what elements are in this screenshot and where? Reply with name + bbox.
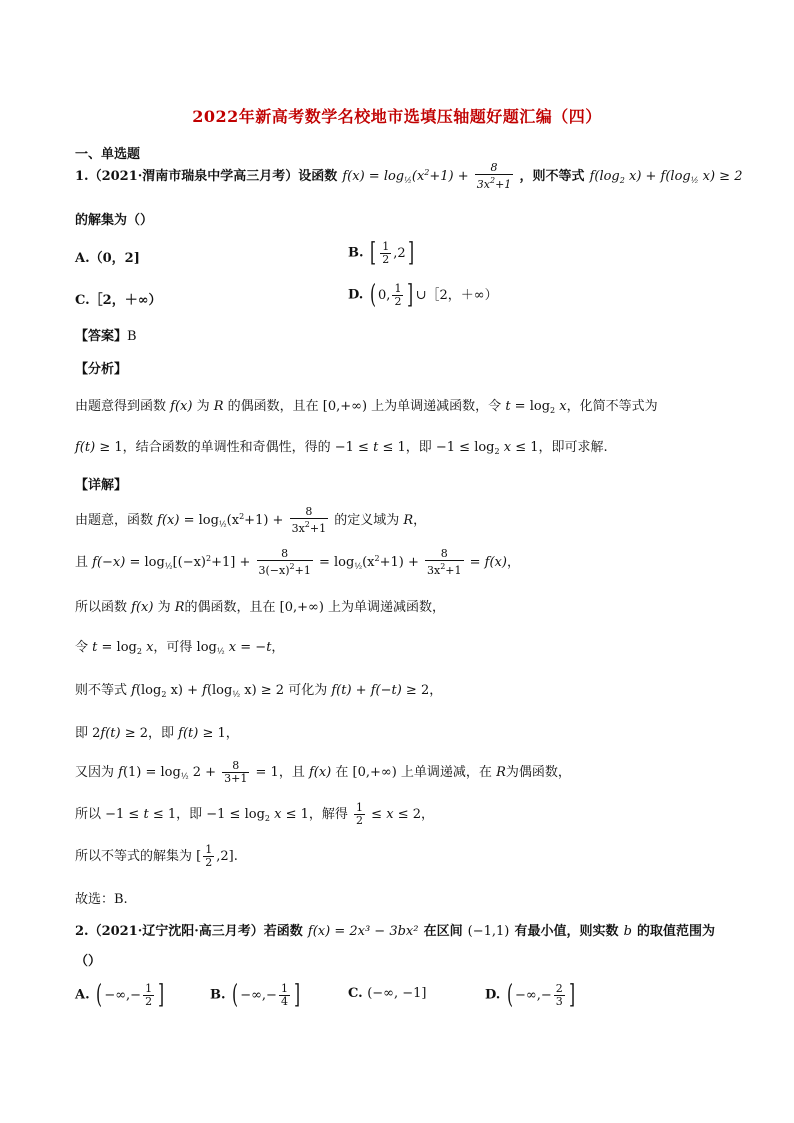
q2-option-a[interactable] — [75, 982, 166, 1008]
detail-line-8: 所以 −1 ≤ t ≤ 1，即 $-1 \le \log_2 x \le 1$，解得 $\frac{1}{2}$ ≤ x ≤ 2， — [75, 801, 434, 827]
q2-option-c-value: (−∞, −1] — [367, 986, 427, 1001]
analysis-line-1: 由题意得到函数 f(x) 为 R 的偶函数，且在 [0,+∞) 上为单调递减函数，令 $t = \log_2 x$，化简不等式为 — [75, 399, 658, 415]
detail-label: 【详解】 — [75, 478, 128, 493]
detail-line-2: 且 $f(-x) = \log_{\frac{1}{2}}[(-x)^2+1]$ + $\frac{8}{3(-x)^2+1}$ = $\log_{\frac{1}{2}}(x^2+1)$ + $\frac{8}{3x^2+1}$ = f(x)， — [75, 547, 520, 577]
q2-option-c[interactable] — [348, 986, 426, 1001]
q2-option-d-label: D. — [485, 987, 501, 1003]
detail-line-1: 由题意，函数 $f(x) = \log_{\frac{1}{2}}(x^2+1)$ + $\frac{8}{3x^2+1}$ 的定义域为 R， — [75, 505, 427, 535]
q2-option-a-value: ( −∞,− $\frac{1}{2}$ ] — [96, 980, 165, 1010]
detail-line-9: 所以不等式的解集为 [ $\frac{1}{2}$ ,2]. — [75, 843, 238, 869]
detail-line-3: 所以函数 f(x) 为 R的偶函数，且在 [0,+∞) 上为单调递减函数， — [75, 600, 446, 615]
q1-answer — [75, 325, 137, 344]
q2-option-d[interactable] — [485, 982, 577, 1008]
question-2-mid2: 有最小值，则实数 — [514, 924, 619, 939]
answer-value: B — [127, 329, 137, 344]
q1-function-formula: $f(x) = \log_{\frac{1}{2}}(x^2+1)$ + $\frac{8}{3x^2+1}$ — [342, 161, 512, 191]
question-2-tail: 的取值范围为 — [637, 924, 716, 939]
section-heading: 一、单选题 — [75, 147, 141, 162]
question-1-mid: ，则不等式 — [519, 169, 585, 184]
page-title: 2022年新高考数学名校地市选填压轴题好题汇编（四） — [192, 107, 602, 126]
question-1-head: 1.（2021·渭南市瑞泉中学高三月考）设函数 — [75, 169, 338, 184]
q1-option-d-value: ( 0, $\frac{1}{2}$ ] ∪［2，＋∞） — [369, 280, 498, 310]
q1-option-a[interactable]: A.（0，2] — [75, 251, 140, 266]
detail-line-7: 又因为 $f(1) = \log_{\frac{1}{2}} 2$ + $\frac{8}{3+1}$ = 1，且 f(x) 在 [0,+∞) 上单调递减，在 R为偶函数， — [75, 759, 571, 785]
q1-option-d[interactable] — [348, 282, 498, 308]
analysis-line-2: f(t) ≥ 1，结合函数的单调性和奇偶性，得的 −1 ≤ t ≤ 1，即 $-1 \le \log_2 x \le 1$，即可求解. — [75, 440, 608, 456]
detail-line-10: 故选：B. — [75, 892, 128, 907]
q1-option-b[interactable] — [348, 240, 416, 266]
q1-option-d-label: D. — [348, 287, 364, 303]
q2-option-b-label: B. — [210, 987, 226, 1003]
detail-line-6: 即 2f(t) ≥ 2，即 f(t) ≥ 1， — [75, 726, 239, 741]
q1-option-b-label: B. — [348, 245, 364, 261]
q2-option-b-value: ( −∞,− $\frac{1}{4}$ ] — [232, 980, 301, 1010]
q1-option-c[interactable]: C.［2，＋∞） — [75, 293, 162, 308]
q2-option-d-value: ( −∞,− $\frac{2}{3}$ ] — [506, 980, 575, 1010]
q1-inequality: $f(\log_2$ $x) + f(\log_{\frac{1}{2}}$ x) ≥ 2 — [589, 169, 743, 185]
q2-variable: b — [623, 924, 632, 939]
question-2-stem — [75, 920, 715, 939]
question-2-mid1: 在区间 — [423, 924, 463, 939]
answer-label: 【答案】 — [75, 329, 128, 344]
question-1-tail: 的解集为（） — [75, 213, 154, 228]
detail-line-5: 则不等式 $f(\log_2$ $x) + f(\log_{\frac{1}{2}}$ x) ≥ 2 可化为 f(t) + f(−t) ≥ 2， — [75, 683, 443, 699]
analysis-label: 【分析】 — [75, 362, 128, 377]
q2-option-a-label: A. — [75, 987, 90, 1003]
detail-line-4: 令 $t = \log_2 x$，可得 $\log_{\frac{1}{2}} x = -t$， — [75, 640, 285, 656]
q2-function-formula: f(x) = 2x³ − 3bx² — [307, 924, 419, 939]
question-1-stem — [75, 162, 742, 191]
question-2-paren: （） — [75, 954, 102, 969]
q1-option-b-value: [ $\frac{1}{2}$ ,2] — [370, 238, 414, 268]
q2-option-b[interactable] — [210, 982, 302, 1008]
question-2-head: 2.（2021·辽宁沈阳·高三月考）若函数 — [75, 924, 303, 939]
q2-option-c-label: C. — [348, 986, 363, 1001]
q2-interval: (−1,1) — [467, 924, 510, 939]
